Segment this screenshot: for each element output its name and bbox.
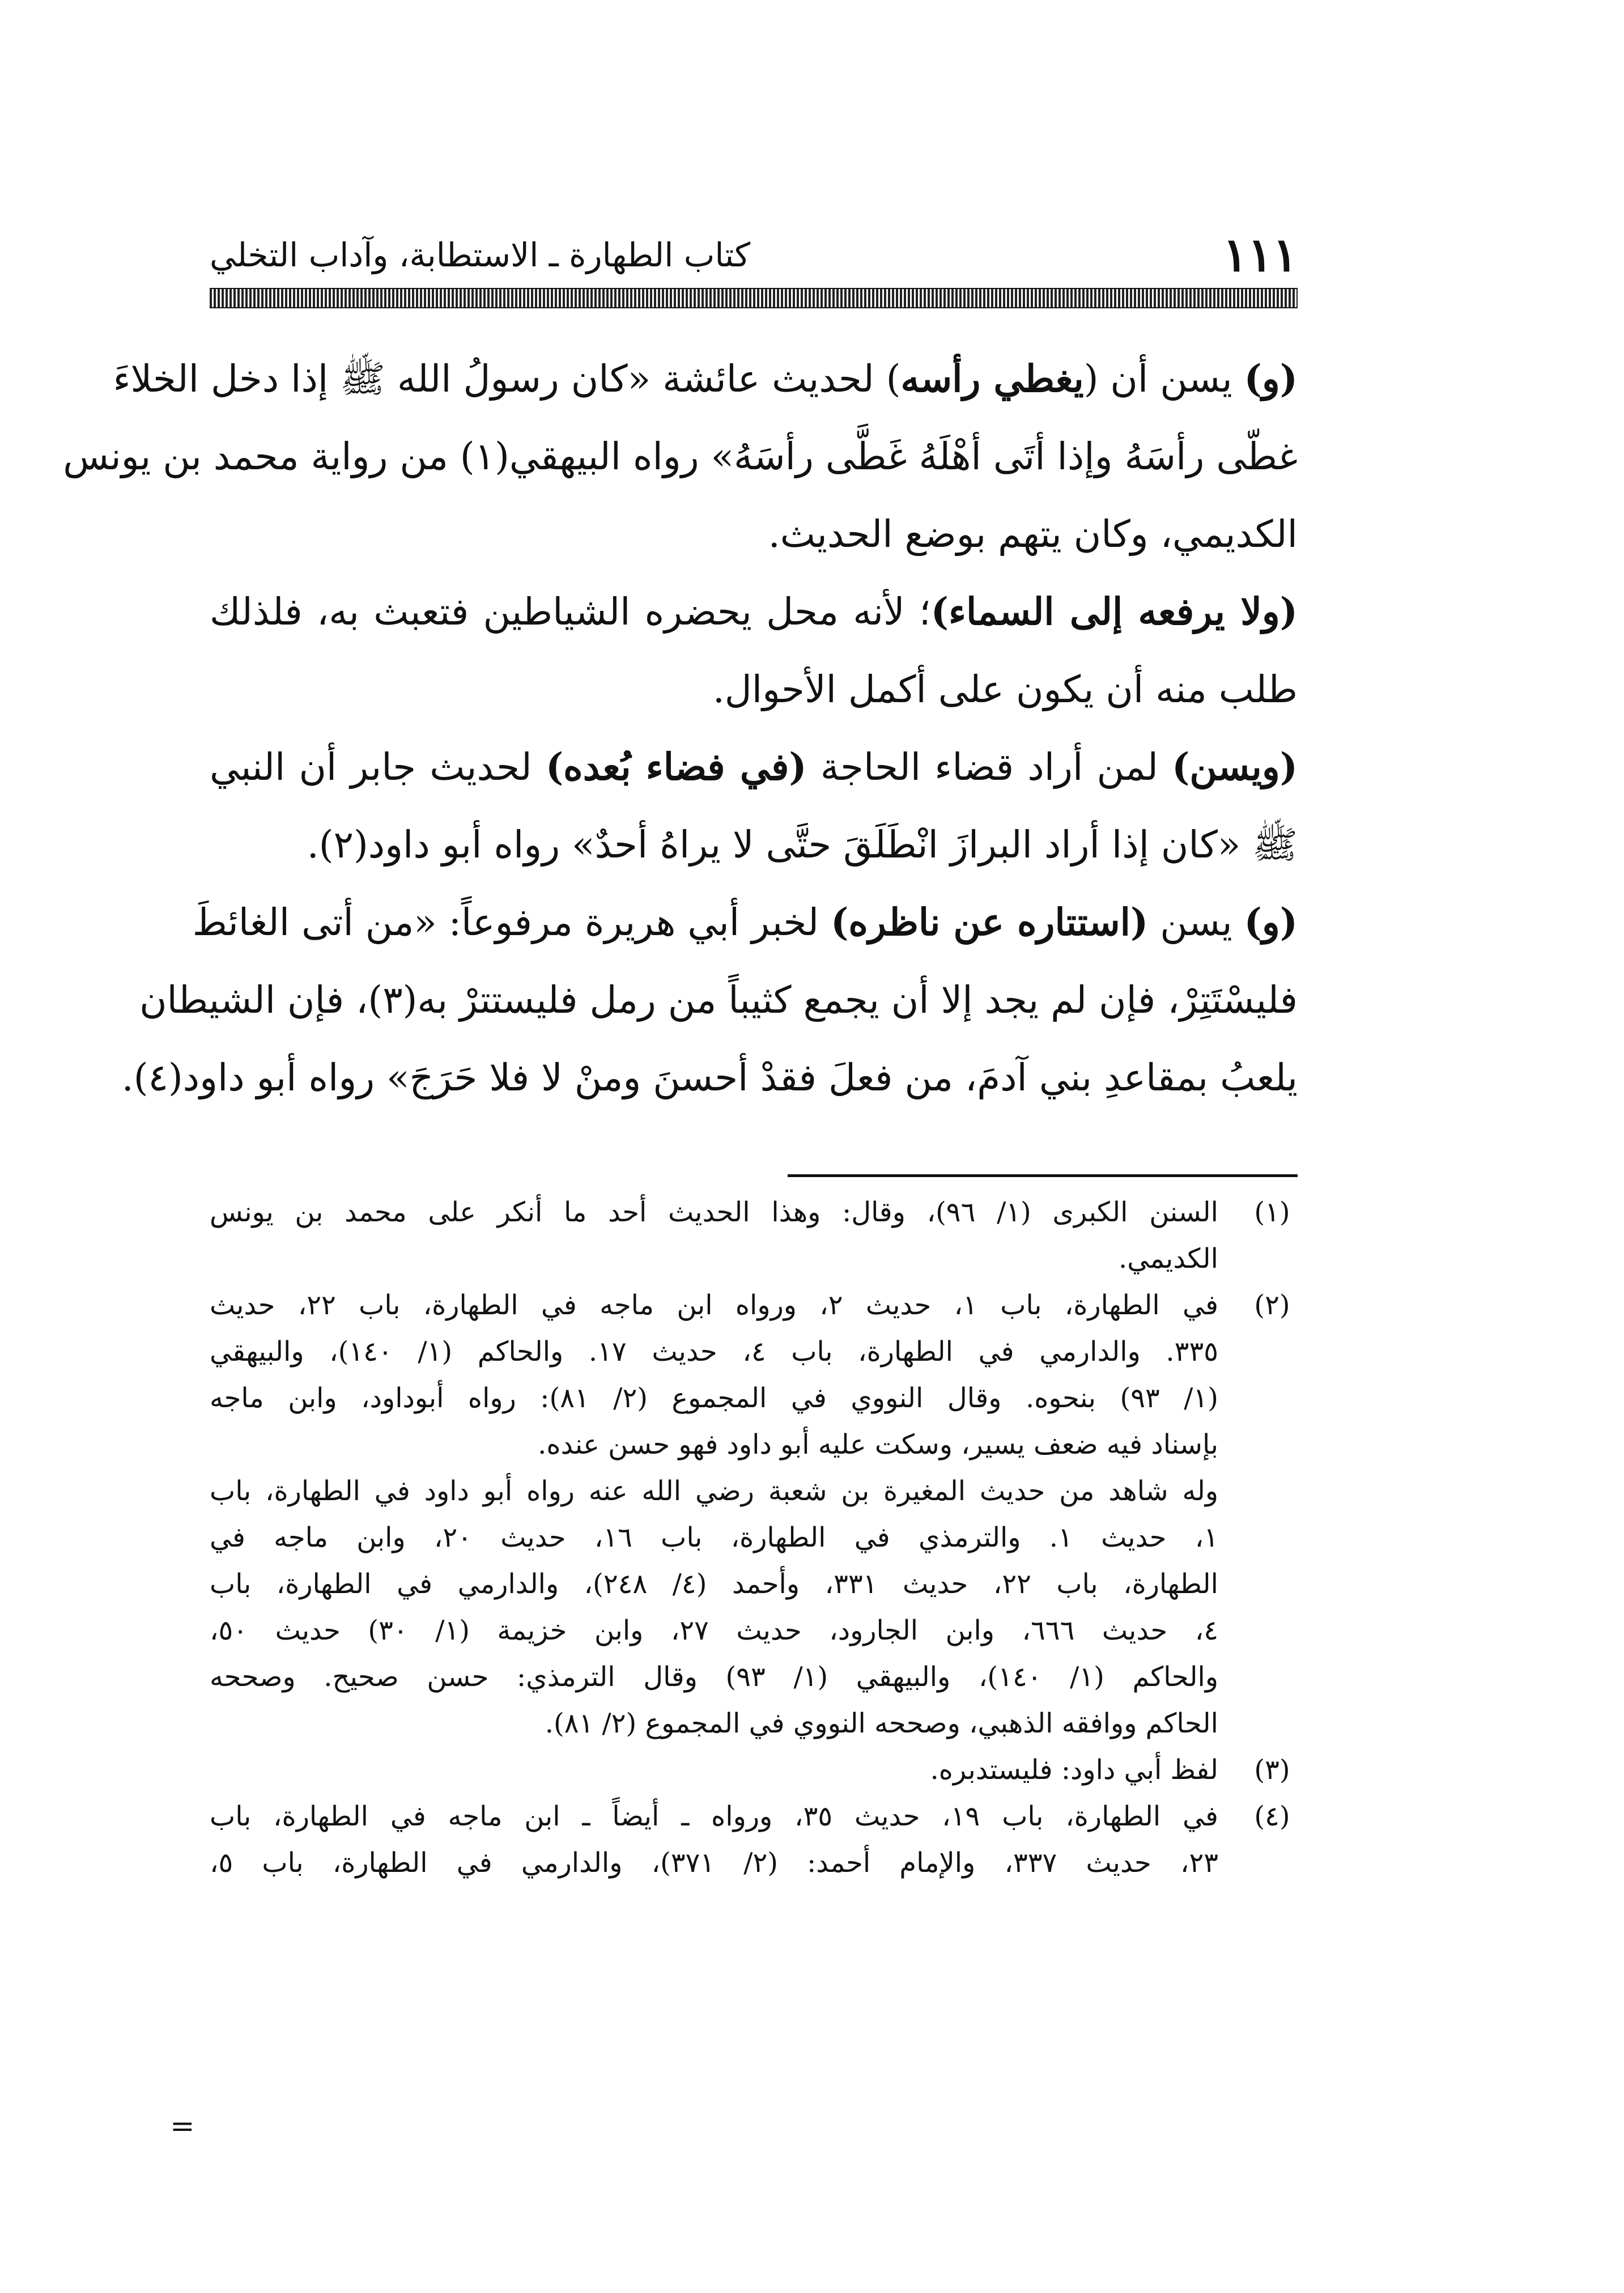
main-text — [63, 340, 1298, 1116]
footnote-line — [210, 1235, 1298, 1282]
footnote-text: بإسناد فيه ضعف يسير، وسكت عليه أبو داود فهو حسن عنده. — [538, 1429, 1218, 1460]
footnote-text: ١، حديث ١. والترمذي في الطهارة، باب ١٦، حديث ٢٠، وابن ماجه في — [210, 1522, 1218, 1553]
text-run: (١) من رواية محمد بن يونس — [63, 435, 509, 478]
footnote-text: الطهارة، باب ٢٢، حديث ٣٣١، وأحمد (٤/ ٢٤٨)، والدارمي في الطهارة، باب — [210, 1568, 1218, 1600]
footnote-line — [210, 1514, 1298, 1561]
bold-phrase: (و) — [1244, 356, 1298, 401]
footnote-text: وله شاهد من حديث المغيرة بن شعبة رضي الله عنه رواه أبو داود في الطهارة، باب — [210, 1475, 1218, 1507]
text-run: غطّى رأسَهُ وإذا أتَى أهْلَهُ غَطَّى رأسَهُ» رواه البيهقي — [509, 435, 1298, 478]
footnote-text: (١/ ٩٣) بنحوه. وقال النووي في المجموع (٢/ ٨١): رواه أبوداود، وابن ماجه — [210, 1382, 1218, 1414]
body-line — [139, 961, 1298, 1039]
footnote-line — [210, 1607, 1298, 1654]
footnote-line — [210, 1328, 1298, 1375]
text-run: لحديث جابر أن النبي — [210, 745, 546, 789]
body-line — [121, 1039, 1298, 1116]
text-run: ؛ لأنه محل يحضره الشياطين فتعبث به، فلذلك — [210, 590, 931, 634]
body-line — [210, 806, 1298, 884]
footnote-line — [210, 1282, 1298, 1328]
footnote-line — [210, 1840, 1298, 1886]
body-line — [210, 728, 1298, 806]
body-line — [63, 418, 1298, 495]
footnote-text: الحاكم ووافقه الذهبي، وصححه النووي في المجموع (٢/ ٨١). — [545, 1708, 1218, 1739]
bold-phrase: (ولا يرفعه إلى السماء) — [930, 589, 1298, 634]
text-run: ﷺ «كان إذا أراد البرازَ انْطَلَقَ حتَّى لا يراهُ أحدٌ» رواه أبو داود(٢). — [307, 823, 1298, 867]
footnote-separator — [788, 1174, 1298, 1177]
footnote-number: (٤) — [1254, 1801, 1290, 1832]
running-title: كتاب الطهارة ـ الاستطابة، وآداب التخلي — [210, 236, 751, 274]
footnote-line — [210, 1654, 1298, 1700]
text-run: يسن أن ( — [1083, 357, 1244, 401]
footnote-number: (٣) — [1254, 1754, 1290, 1786]
footnote-line — [210, 1375, 1298, 1421]
text-run: الكديمي، وكان يتهم بوضع الحديث. — [768, 512, 1298, 556]
header-rule — [210, 288, 1298, 308]
body-line — [192, 884, 1298, 961]
footnotes — [210, 1189, 1298, 1886]
text-run: لخبر أبي هريرة مرفوعاً: «من أتى الغائطَ — [192, 901, 831, 944]
footnote-line — [210, 1700, 1298, 1747]
text-run: يلعبُ بمقاعدِ بني آدمَ، من فعلَ فقدْ أحسنَ ومنْ لا فلا حَرَجَ» رواه أبو داود(٤). — [121, 1056, 1298, 1099]
text-run: فليسْتَتِرْ، فإن لم يجد إلا أن يجمع كثيباً من رمل فليستترْ به(٣)، فإن الشيطان — [139, 978, 1298, 1022]
body-line — [210, 495, 1298, 573]
body-line — [113, 340, 1298, 418]
text-run: يسن — [1148, 901, 1244, 944]
footnote-text: ٤، حديث ٦٦٦، وابن الجارود، حديث ٢٧، وابن خزيمة (١/ ٣٠) حديث ٥٠، — [210, 1615, 1219, 1646]
footnote-line — [210, 1468, 1298, 1514]
continuation-mark: = — [170, 2109, 195, 2143]
footnote-text: ٣٣٥. والدارمي في الطهارة، باب ٤، حديث ١٧. والحاكم (١/ ١٤٠)، والبيهقي — [210, 1336, 1219, 1368]
bold-phrase: (في فضاء بُعده) — [545, 745, 807, 789]
footnote-line — [210, 1561, 1298, 1607]
bold-phrase: يغطي رأسه — [900, 356, 1084, 401]
running-header — [210, 227, 1298, 283]
footnote-text: في الطهارة، باب ١، حديث ٢، ورواه ابن ماجه في الطهارة، باب ٢٢، حديث — [210, 1289, 1219, 1321]
footnote-number: (١) — [1254, 1196, 1290, 1228]
footnote-line — [210, 1793, 1298, 1840]
footnote-text: في الطهارة، باب ١٩، حديث ٣٥، ورواه ـ أيضاً ـ ابن ماجه في الطهارة، باب — [210, 1801, 1218, 1832]
footnote-text: الكديمي. — [1118, 1243, 1218, 1275]
footnote-text: لفظ أبي داود: فليستدبره. — [930, 1754, 1218, 1786]
text-run: طلب منه أن يكون على أكمل الأحوال. — [712, 668, 1298, 711]
footnote-text: ٢٣، حديث ٣٣٧، والإمام أحمد: (٢/ ٣٧١)، والدارمي في الطهارة، باب ٥، — [210, 1847, 1219, 1879]
footnote-line — [210, 1747, 1298, 1793]
footnote-line — [210, 1189, 1298, 1235]
page-number: ١١١ — [1222, 228, 1298, 282]
text-run: لمن أراد قضاء الحاجة — [806, 745, 1172, 789]
text-run: ) لحديث عائشة «كان رسولُ الله ﷺ إذا دخل الخلاءَ — [113, 357, 901, 401]
bold-phrase: (ويسن) — [1172, 745, 1298, 789]
footnote-line — [210, 1421, 1298, 1468]
body-line — [210, 573, 1298, 651]
body-line — [210, 651, 1298, 728]
bold-phrase: (استتاره عن ناظره) — [831, 900, 1149, 944]
bold-phrase: (و) — [1244, 900, 1298, 944]
footnote-text: والحاكم (١/ ١٤٠)، والبيهقي (١/ ٩٣) وقال الترمذي: حسن صحيح. وصححه — [210, 1661, 1219, 1693]
footnote-number: (٢) — [1254, 1289, 1290, 1321]
footnote-text: السنن الكبرى (١/ ٩٦)، وقال: وهذا الحديث أحد ما أنكر على محمد بن يونس — [210, 1196, 1218, 1228]
